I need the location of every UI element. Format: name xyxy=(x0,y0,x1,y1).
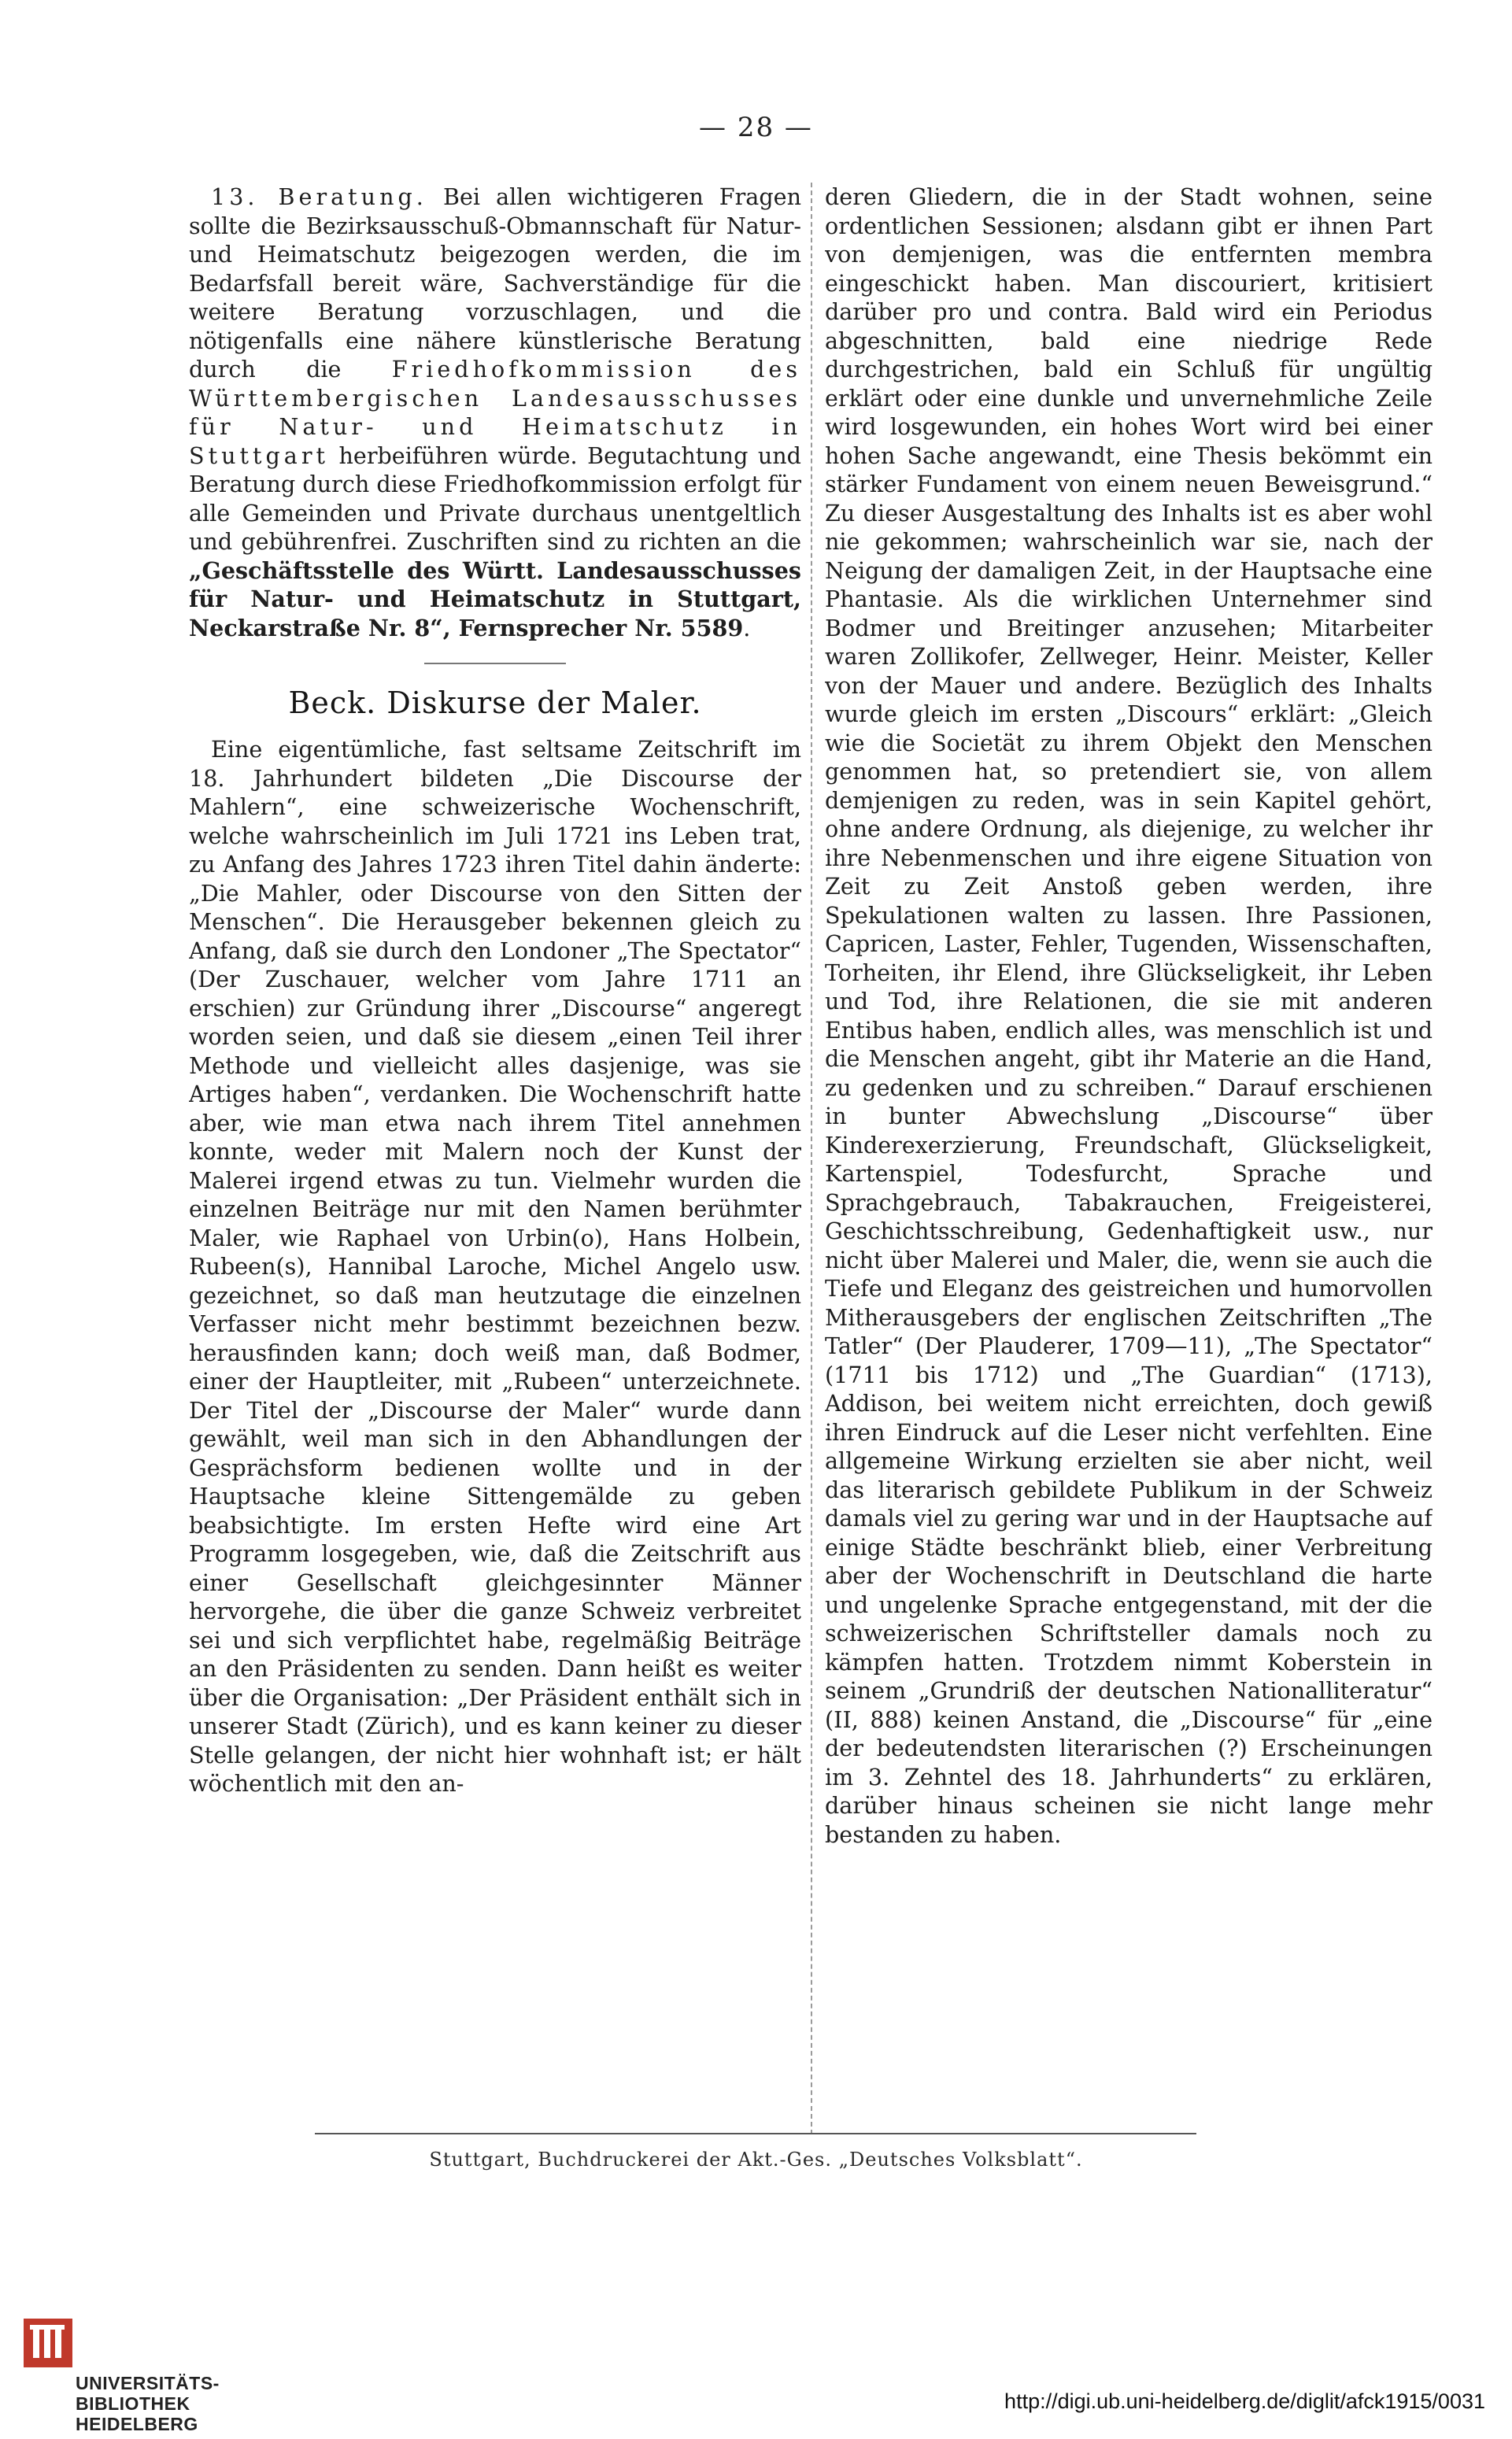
library-name-line-2: BIBLIOTHEK xyxy=(76,2393,190,2414)
article-13-text-3: . xyxy=(743,614,751,641)
footer-rule xyxy=(315,2133,1196,2134)
library-name-line-3: HEIDELBERG xyxy=(76,2414,198,2434)
page-number: — 28 — xyxy=(699,112,813,143)
article-heading: Beck. Diskurse der Maler. xyxy=(288,686,702,720)
digitization-footer xyxy=(0,2306,1512,2439)
right-column xyxy=(825,183,1433,2138)
column-divider xyxy=(811,183,812,2134)
article-13-spaced-name: Friedhofkommission des Württembergischen Landesausschusses für Natur- und Heimatschutz in Stuttgart xyxy=(189,356,801,469)
article-13-address: „Geschäftsstelle des Württ. Landesausschusses für Natur- und Heimatschutz in Stuttgart, Neckarstraße Nr. 8“, Fernsprecher Nr. 5589 xyxy=(189,556,801,641)
article-13-text-1: Bei allen wichtigeren Fragen sollte die Bezirksausschuß-Obmannschaft für Natur- und Heimatschutz beigezogen werden, die im Bedarfsfall bereit wäre, Sachverständige für die weitere Beratung vorzuschlagen, und die nötigenfalls eine nähere künstlerische Beratung durch die xyxy=(189,183,801,382)
library-name-line-1: UNIVERSITÄTS- xyxy=(76,2373,220,2393)
article-body-right: deren Gliedern, die in der Stadt wohnen, seine ordentlichen Sessionen; alsdann gibt er ihnen Part von demjenigen, was die entfernten membra eingeschickt haben. Man discouriert, kritisiert darüber pro und contra. Bald wird ein Periodus abgeschnitten, bald eine niedrige Rede durchgestrichen, bald ein Schluß für ungültig erklärt oder eine dunkle und unvernehmliche Zeile wird losgewunden, ein hohes Wort wird bei einer hohen Sache angewandt, eine Thesis bekömmt ein stärker Fundament von einem neuen Beweisgrund.“ Zu dieser Ausgestaltung des Inhalts ist es aber wohl nie gekommen; wahrscheinlich war sie, nach der Neigung der damaligen Zeit, in der Hauptsache eine Phantasie. Als die wirklichen Unternehmer sind Bodmer und Breitinger anzusehen; Mitarbeiter waren Zollikofer, Zellweger, Heinr. Meister, Keller von der Mauer und andere. Bezüglich des Inhalts wurde gleich im ersten „Discours“ erklärt: „Gleich wie die Societät zu ihrem Objekt den Menschen genommen hat, so pretendiert sie, von allem demjenigen zu reden, was in sein Kapitel gehört, ohne andere Ordnung, als diejenige, zu welcher ihr ihre Nebenmenschen und ihre eigene Situation von Zeit zu Zeit Anstoß geben werden, ihre Spekulationen walten zu lassen. Ihre Passionen, Capricen, Laster, Fehler, Tugenden, Wissenschaften, Torheiten, ihr Elend, ihre Glückseligkeit, ihr Leben und Tod, ihre Relationen, die sie mit anderen Entibus haben, endlich alles, was menschlich ist und die Menschen angeht, gibt ihr Materie an die Hand, zu gedenken und zu schreiben.“ Darauf erschienen in bunter Abwechslung „Discourse“ über Kinderexerzierung, Freundschaft, Glückseligkeit, Kartenspiel, Todesfurcht, Sprache und Sprachgebrauch, Tabakrauchen, Freigeisterei, Geschichtsschreibung, Gedenhaftigkeit usw., nur nicht über Malerei und Maler, die, wenn sie auch die Tiefe und Eleganz des geistreichen und humorvollen Mitherausgebers der englischen Zeitschriften „The Tatler“ (Der Plauderer, 1709—11), „The Spectator“ (1711 bis 1712) und „The Guardian“ (1713), Addison, bei weitem nicht erreichten, doch gewiß ihren Eindruck auf die Leser nicht verfehlten. Eine allgemeine Wirkung erzielten sie aber nicht, weil das literarisch gebildete Publikum in der Schweiz damals viel zu gering war und in der Hauptsache auf einige Städte beschränkt blieb, einer Verbreitung aber der Wochenschrift in Deutschland die harte und ungelenke Sprache entgegenstand, mit der die schweizerischen Schriftsteller damals noch zu kämpfen hatten. Trotzdem nimmt Koberstein in seinem „Grundriß der deutschen Nationalliteratur“ (II, 888) keinen Anstand, die „Discourse“ für „eine der bedeutendsten literarischen (?) Erscheinungen im 3. Zehntel des 18. Jahrhunderts“ zu erklären, darüber hinaus scheinen sie nicht lange mehr bestanden zu haben. xyxy=(825,183,1433,1848)
article-body-left: Eine eigentümliche, fast seltsame Zeitschrift im 18. Jahrhundert bildeten „Die Discourse der Mahlern“, eine schweizerische Wochenschrift, welche wahrscheinlich im Juli 1721 ins Leben trat, zu Anfang des Jahres 1723 ihren Titel dahin änderte: „Die Mahler, oder Discourse von den Sitten der Menschen“. Die Herausgeber bekennen gleich zu Anfang, daß sie durch den Londoner „The Spectator“ (Der Zuschauer, welcher vom Jahre 1711 an erschien) zur Gründung ihrer „Discourse“ angeregt worden seien, und daß sie diesem „einen Teil ihrer Methode und vielleicht alles dasjenige, was sie Artiges haben“, verdanken. Die Wochenschrift hatte aber, wie man etwa nach ihrem Titel annehmen konnte, weder mit Malern noch der Kunst der Malerei irgend etwas zu tun. Vielmehr wurden die einzelnen Beiträge nur mit den Namen berühmter Maler, wie Raphael von Urbin(o), Hans Holbein, Rubeen(s), Hannibal Laroche, Michel Angelo usw. gezeichnet, so daß man heutzutage die einzelnen Verfasser nicht mehr bestimmt bezeichnen bezw. herausfinden kann; doch weiß man, daß Bodmer, einer der Hauptleiter, mit „Rubeen“ unterzeichnete. Der Titel der „Discourse der Maler“ wurde dann gewählt, weil man sich in den Abhandlungen der Gesprächsform bedienen wollte und in der Hauptsache kleine Sittengemälde zu geben beabsichtigte. Im ersten Hefte wird eine Art Programm losgegeben, wie, daß die Zeitschrift aus einer Gesellschaft gleichgesinnter Männer hervorgehe, die über die ganze Schweiz verbreitet sei und sich verpflichtet habe, regelmäßig Beiträge an den Präsidenten zu senden. Dann heißt es weiter über die Organisation: „Der Präsident enthält sich in unserer Stadt (Zürich), und es kann keiner zu dieser Stelle gelangen, der nicht hier wohnhaft ist; er hält wöchentlich mit den an- xyxy=(189,736,801,1797)
source-url-link[interactable]: http://digi.ub.uni-heidelberg.de/diglit/afck1915/0031 xyxy=(1004,2389,1485,2413)
left-column xyxy=(189,183,801,2138)
section-divider xyxy=(424,663,566,664)
library-name xyxy=(76,2373,220,2434)
article-13-text-2: herbeiführen würde. Begutachtung und Beratung durch diese Friedhofkommission erfolgt für alle Gemeinden und Private durchaus unentgeltlich und gebührenfrei. Zuschriften sind zu richten an die xyxy=(189,442,801,555)
printer-imprint: Stuttgart, Buchdruckerei der Akt.-Ges. „Deutsches Volksblatt“. xyxy=(429,2149,1083,2171)
article-13-lead: 13. Beratung. xyxy=(211,183,427,210)
article-13-paragraph xyxy=(189,183,801,642)
